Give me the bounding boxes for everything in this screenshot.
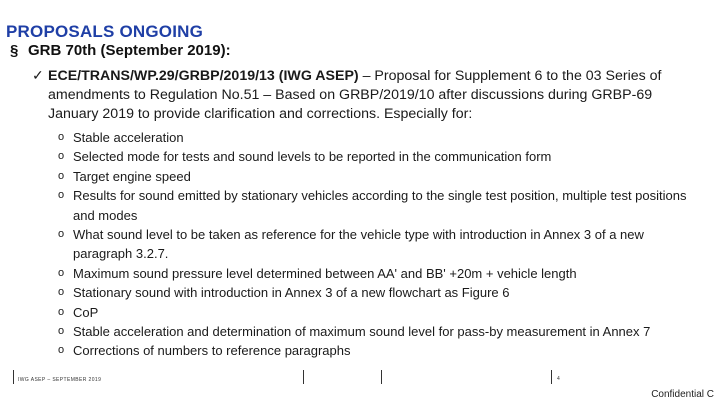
confidential-label: Confidential C <box>651 389 714 400</box>
list-item-text: Results for sound emitted by stationary vehicles according to the single test position, multiple test positions and modes <box>73 188 687 223</box>
list-item <box>58 283 698 302</box>
circle-bullet-icon: o <box>58 286 65 299</box>
list-item <box>58 264 698 283</box>
checkmark-icon: ✓ <box>32 68 44 84</box>
slide-title: PROPOSALS ONGOING <box>6 22 204 41</box>
footer-divider <box>13 370 14 384</box>
circle-bullet-icon: o <box>58 305 65 318</box>
level1-text: GRB 70th (September 2019): <box>28 42 231 59</box>
page-number: 4 <box>557 376 560 382</box>
list-item <box>58 341 698 360</box>
list-item-text: Selected mode for tests and sound levels to be reported in the communication form <box>73 149 552 165</box>
list-item-text: Stable acceleration and determination of maximum sound level for pass-by measurement in Annex 7 <box>73 324 651 340</box>
list-item <box>58 128 698 147</box>
circle-bullet-icon: o <box>58 150 65 163</box>
list-item <box>58 186 698 225</box>
list-item-text: What sound level to be taken as reference for the vehicle type with introduction in Annex 3 of a new paragraph 3.2.7. <box>73 227 644 262</box>
list-item-text: Maximum sound pressure level determined between AA' and BB' +20m + vehicle length <box>73 265 577 281</box>
list-item-text: Stable acceleration <box>73 130 184 145</box>
footer-divider <box>381 370 382 384</box>
list-item <box>58 167 698 186</box>
slide-footer <box>0 366 720 390</box>
document-reference: ECE/TRANS/WP.29/GRBP/2019/13 (IWG ASEP) <box>48 68 359 84</box>
footer-divider <box>303 370 304 384</box>
list-item-text: Target engine speed <box>73 168 191 184</box>
footer-divider <box>551 370 552 384</box>
footer-text: IWG ASEP – SEPTEMBER 2019 <box>18 377 102 383</box>
circle-bullet-icon: o <box>58 266 65 279</box>
list-item-text: Corrections of numbers to reference paragraphs <box>73 343 351 359</box>
level2-paragraph <box>32 67 682 124</box>
list-item-text: CoP <box>73 304 99 320</box>
circle-bullet-icon: o <box>58 131 65 143</box>
circle-bullet-icon: o <box>58 169 65 182</box>
circle-bullet-icon: o <box>58 325 65 338</box>
list-item <box>58 147 698 166</box>
list-item <box>58 225 698 264</box>
level2-bullet-item <box>32 67 682 124</box>
level2-text: – Proposal for Supplement 6 to the 03 Series of amendments to Regulation No.51 – Based on GRBP/2019/10 after discussions during GRBP-69 January 2019 to provide clarification and corrections. Especially for: <box>48 68 662 122</box>
section-bullet-icon: § <box>10 42 19 59</box>
circle-bullet-icon: o <box>58 189 65 202</box>
list-item <box>58 303 698 322</box>
list-item <box>58 322 698 341</box>
circle-bullet-icon: o <box>58 228 65 241</box>
level1-bullet-item <box>10 42 231 59</box>
sub-bullet-list <box>58 128 698 361</box>
circle-bullet-icon: o <box>58 344 65 357</box>
list-item-text: Stationary sound with introduction in Annex 3 of a new flowchart as Figure 6 <box>73 285 510 301</box>
